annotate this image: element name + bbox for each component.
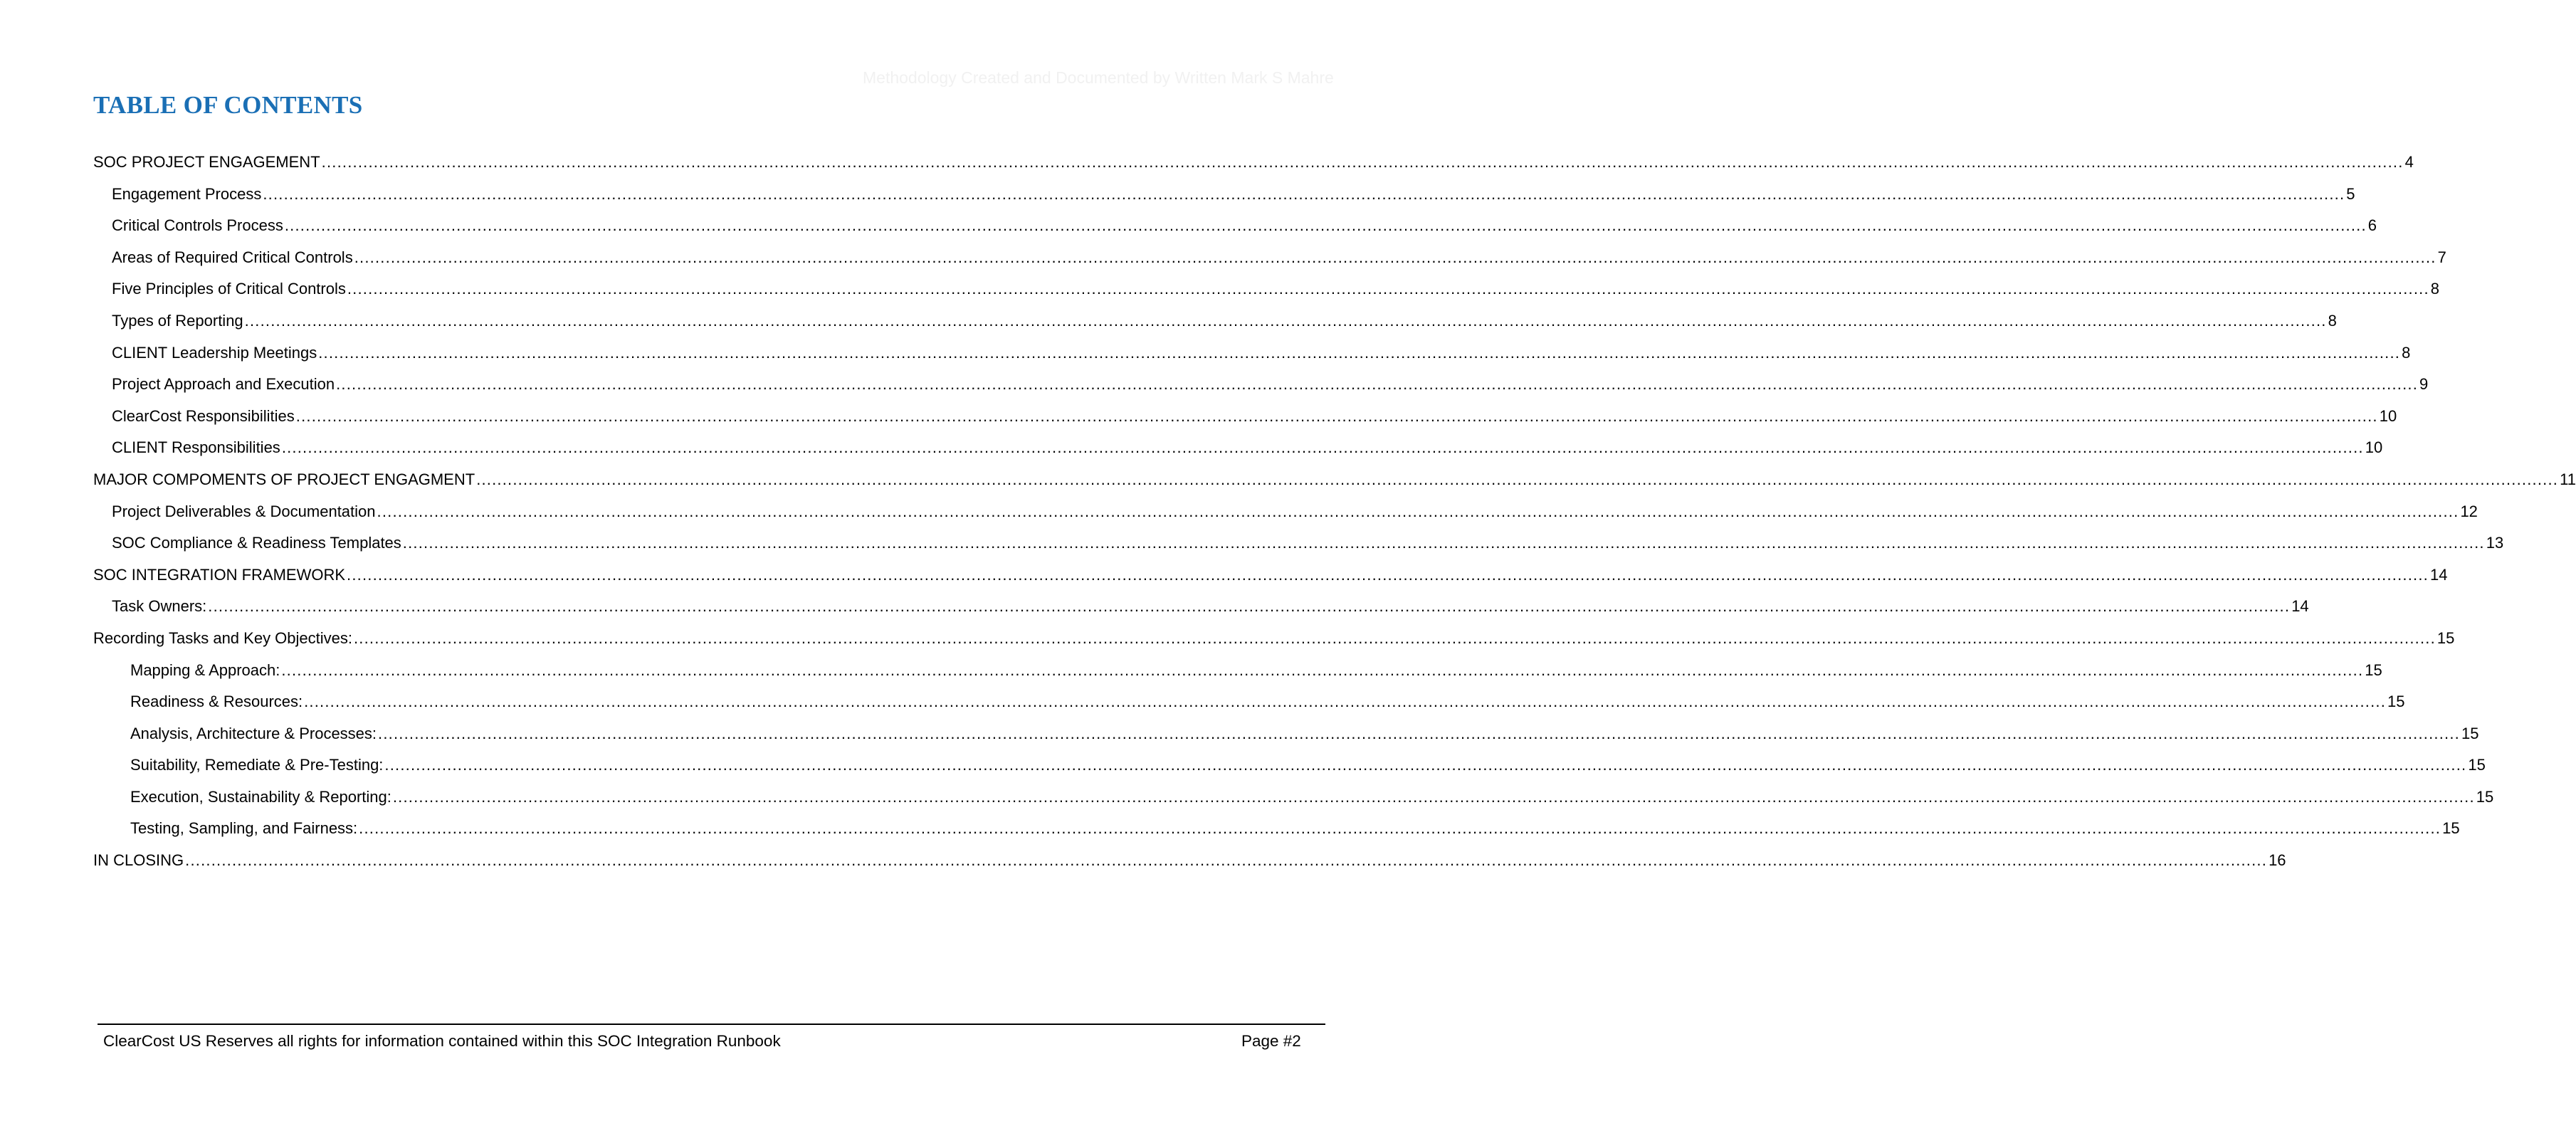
toc-entry-title: Testing, Sampling, and Fairness:	[130, 819, 358, 838]
toc-entry-page-number: 15	[2436, 628, 2455, 647]
toc-entry-title: Recording Tasks and Key Objectives:	[93, 628, 352, 647]
toc-dot-leader: ................................................................................................................................................................................................................................................................................................................................................................................................................	[347, 565, 2429, 584]
toc-entry-page-number: 15	[2387, 693, 2405, 711]
footer-copyright-text: ClearCost US Reserves all rights for information contained within this SOC Integration Runbook	[103, 1032, 781, 1050]
toc-dot-leader: ................................................................................................................................................................................................................................................................................................................................................................................................................	[295, 406, 2378, 425]
toc-entry-title: Five Principles of Critical Controls	[112, 280, 346, 298]
toc-entry[interactable]	[93, 686, 2405, 718]
toc-dot-leader: ................................................................................................................................................................................................................................................................................................................................................................................................................	[392, 787, 2475, 806]
toc-entry[interactable]	[93, 749, 2486, 782]
toc-entry-page-number: 6	[2367, 216, 2377, 235]
toc-entry[interactable]	[93, 782, 2494, 814]
toc-entry[interactable]	[93, 623, 2455, 655]
toc-entry-page-number: 14	[2429, 565, 2448, 584]
toc-entry[interactable]	[93, 655, 2382, 687]
toc-entry[interactable]	[93, 591, 2309, 623]
toc-entry-title: Execution, Sustainability & Reporting:	[130, 787, 391, 806]
toc-entry-title: CLIENT Leadership Meetings	[112, 343, 317, 362]
toc-dot-leader: ................................................................................................................................................................................................................................................................................................................................................................................................................	[284, 216, 2367, 235]
footer-page-number: Page #2	[1241, 1032, 1301, 1050]
toc-entry[interactable]	[93, 305, 2337, 337]
toc-entry-title: Analysis, Architecture & Processes:	[130, 724, 377, 742]
toc-dot-leader: ................................................................................................................................................................................................................................................................................................................................................................................................................	[318, 343, 2401, 362]
toc-entry-title: CLIENT Responsibilities	[112, 438, 280, 457]
toc-entry-page-number: 15	[2365, 661, 2382, 679]
toc-entry-title: SOC INTEGRATION FRAMEWORK	[93, 565, 346, 584]
toc-dot-leader: ................................................................................................................................................................................................................................................................................................................................................................................................................	[402, 534, 2485, 552]
toc-entry-title: IN CLOSING	[93, 851, 184, 870]
toc-entry-page-number: 16	[2269, 851, 2286, 870]
toc-entry[interactable]	[93, 369, 2429, 401]
toc-entry[interactable]	[93, 527, 2504, 559]
toc-entry[interactable]	[93, 210, 2377, 242]
toc-entry-title: Mapping & Approach:	[130, 661, 280, 679]
toc-dot-leader: ................................................................................................................................................................................................................................................................................................................................................................................................................	[281, 438, 2364, 457]
toc-entry-title: Project Deliverables & Documentation	[112, 502, 376, 520]
toc-entry-title: Project Approach and Execution	[112, 375, 335, 394]
toc-entry[interactable]	[93, 464, 2576, 496]
toc-entry[interactable]	[93, 432, 2383, 464]
toc-dot-leader: ................................................................................................................................................................................................................................................................................................................................................................................................................	[377, 502, 2459, 520]
toc-entry-page-number: 4	[2404, 153, 2414, 171]
toc-entry-page-number: 13	[2486, 534, 2504, 552]
toc-heading: TABLE OF CONTENTS	[93, 91, 363, 119]
toc-dot-leader: ................................................................................................................................................................................................................................................................................................................................................................................................................	[208, 597, 2291, 616]
toc-entry-title: Areas of Required Critical Controls	[112, 248, 353, 266]
toc-dot-leader: ................................................................................................................................................................................................................................................................................................................................................................................................................	[476, 470, 2559, 488]
toc-entry-title: SOC Compliance & Readiness Templates	[112, 534, 401, 552]
toc-dot-leader: ................................................................................................................................................................................................................................................................................................................................................................................................................	[185, 851, 2268, 870]
toc-entry[interactable]	[93, 147, 2414, 179]
toc-entry-title: Suitability, Remediate & Pre-Testing:	[130, 756, 384, 774]
toc-entry-title: MAJOR COMPOMENTS OF PROJECT ENGAGMENT	[93, 470, 475, 488]
toc-entry-page-number: 8	[2430, 280, 2440, 298]
toc-dot-leader: ................................................................................................................................................................................................................................................................................................................................................................................................................	[354, 248, 2436, 266]
toc-dot-leader: ................................................................................................................................................................................................................................................................................................................................................................................................................	[378, 724, 2460, 742]
toc-entry-page-number: 15	[2476, 787, 2494, 806]
toc-entry-page-number: 10	[2379, 406, 2397, 425]
toc-dot-leader: ................................................................................................................................................................................................................................................................................................................................................................................................................	[347, 280, 2429, 298]
toc-entry-title: Critical Controls Process	[112, 216, 283, 235]
toc-dot-leader: ................................................................................................................................................................................................................................................................................................................................................................................................................	[244, 311, 2327, 330]
toc-entry-page-number: 9	[2419, 375, 2429, 394]
toc-entry[interactable]	[93, 337, 2411, 369]
toc-entry[interactable]	[93, 813, 2460, 845]
toc-entry-page-number: 8	[2402, 343, 2411, 362]
toc-entry[interactable]	[93, 845, 2286, 877]
toc-entry-title: Task Owners:	[112, 597, 207, 616]
toc-dot-leader: ................................................................................................................................................................................................................................................................................................................................................................................................................	[321, 153, 2404, 171]
toc-dot-leader: ................................................................................................................................................................................................................................................................................................................................................................................................................	[354, 628, 2436, 647]
toc-entry[interactable]	[93, 273, 2440, 305]
toc-dot-leader: ................................................................................................................................................................................................................................................................................................................................................................................................................	[336, 375, 2419, 394]
toc-entry-page-number: 8	[2328, 311, 2337, 330]
toc-entry[interactable]	[93, 496, 2478, 528]
toc-dot-leader: ................................................................................................................................................................................................................................................................................................................................................................................................................	[304, 693, 2387, 711]
toc-dot-leader: ................................................................................................................................................................................................................................................................................................................................................................................................................	[263, 184, 2345, 203]
toc-entry-page-number: 10	[2365, 438, 2383, 457]
toc-entry[interactable]	[93, 718, 2479, 750]
toc-entry-page-number: 12	[2460, 502, 2478, 520]
toc-entry-page-number: 15	[2468, 756, 2486, 774]
toc-entry[interactable]	[93, 559, 2448, 591]
toc-dot-leader: ................................................................................................................................................................................................................................................................................................................................................................................................................	[384, 756, 2467, 774]
toc-entry-title: ClearCost Responsibilities	[112, 406, 295, 425]
toc-entry-page-number: 11	[2560, 470, 2576, 488]
toc-entry[interactable]	[93, 401, 2397, 433]
toc-entry[interactable]	[93, 179, 2355, 211]
toc-entry-title: Engagement Process	[112, 184, 262, 203]
toc-entry[interactable]	[93, 242, 2446, 274]
toc-entry-page-number: 14	[2291, 597, 2309, 616]
toc-entry-page-number: 7	[2437, 248, 2446, 266]
toc-entry-page-number: 5	[2346, 184, 2355, 203]
toc-entry-title: Types of Reporting	[112, 311, 243, 330]
toc-entry-page-number: 15	[2442, 819, 2460, 838]
toc-dot-leader: ................................................................................................................................................................................................................................................................................................................................................................................................................	[281, 661, 2364, 679]
toc-entry-title: Readiness & Resources:	[130, 693, 303, 711]
toc-dot-leader: ................................................................................................................................................................................................................................................................................................................................................................................................................	[359, 819, 2441, 838]
footer-divider	[98, 1024, 1325, 1025]
toc-entry-page-number: 15	[2461, 724, 2479, 742]
toc-entry-title: SOC PROJECT ENGAGEMENT	[93, 153, 320, 171]
toc-list	[93, 147, 2576, 877]
watermark-text: Methodology Created and Documented by Written Mark S Mahre	[863, 68, 1334, 87]
